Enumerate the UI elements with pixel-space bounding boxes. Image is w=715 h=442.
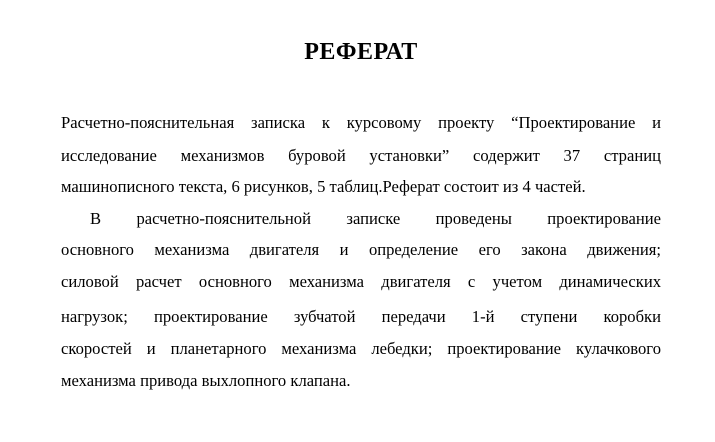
paragraph2-line-6: механизма привода выхлопного клапана. [61, 371, 351, 390]
paragraph2-line-3: силовой расчет основного механизма двигателя с учетом динамических [61, 272, 661, 291]
paragraph2-line-2: основного механизма двигателя и определение его закона движения; [61, 240, 661, 259]
paragraph1-line-3: машинописного текста, 6 рисунков, 5 таблиц.Реферат состоит из 4 частей. [61, 177, 586, 196]
document-title: РЕФЕРАТ [304, 39, 418, 65]
paragraph1-line-1: Расчетно-пояснительная записка к курсовому проекту “Проектирование и [61, 113, 661, 132]
paragraph1-line-2: исследование механизмов буровой установки” содержит 37 страниц [61, 146, 661, 165]
paragraph2-line-1: В расчетно-пояснительной записке проведены проектирование [90, 209, 661, 228]
paragraph2-line-4: нагрузок; проектирование зубчатой передачи 1-й ступени коробки [61, 307, 661, 326]
paragraph2-line-5: скоростей и планетарного механизма лебедки; проектирование кулачкового [61, 339, 661, 358]
